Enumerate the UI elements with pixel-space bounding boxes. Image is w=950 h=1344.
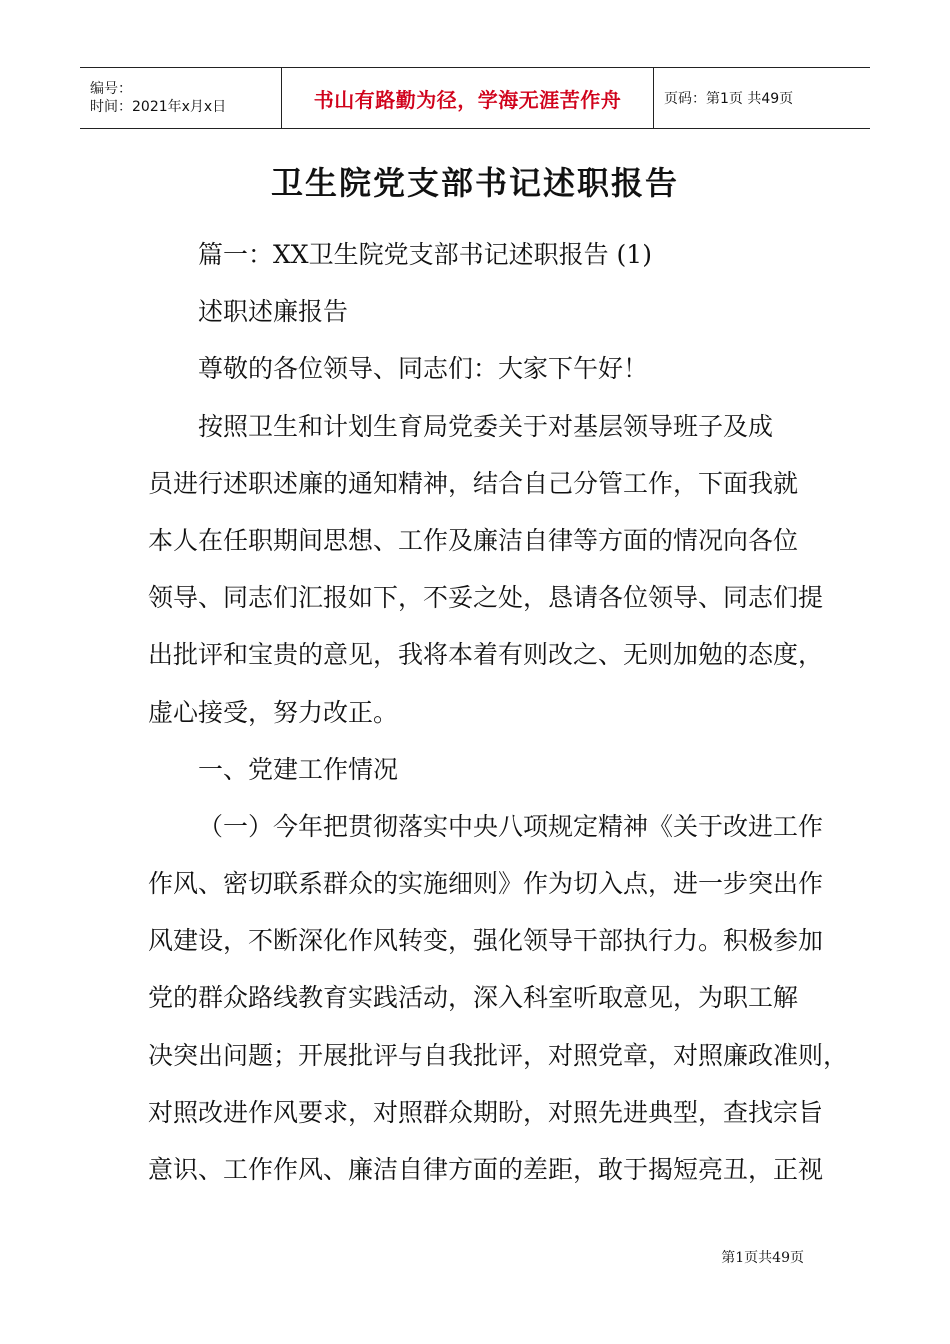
body-line: 篇一：XX卫生院党支部书记述职报告 (1) [198, 240, 652, 269]
body-line: 按照卫生和计划生育局党委关于对基层领导班子及成 [198, 411, 774, 441]
body-line: 对照改进作风要求，对照群众期盼，对照先进典型，查找宗旨 [148, 1097, 824, 1127]
body-line: 一、党建工作情况 [198, 754, 399, 784]
body-line: 党的群众路线教育实践活动，深入科室听取意见，为职工解 [148, 983, 799, 1013]
body-line: 本人在任职期间思想、工作及廉洁自律等方面的情况向各位 [148, 525, 799, 555]
body-line: 领导、同志们汇报如下，不妥之处，恳请各位领导、同志们提 [148, 583, 824, 613]
body-line: 风建设，不断深化作风转变，强化领导干部执行力。积极参加 [148, 926, 824, 956]
header-page-info: 页码：第1页 共49页 [664, 91, 794, 107]
body-line: 员进行述职述廉的通知精神，结合自己分管工作，下面我就 [148, 468, 799, 498]
header-motto: 书山有路勤为径，学海无涯苦作舟 [313, 87, 622, 112]
body-line: 虚心接受，努力改正。 [148, 697, 399, 727]
body-line: （一）今年把贯彻落实中央八项规定精神《关于改进工作 [198, 811, 824, 841]
body-line: 意识、工作作风、廉洁自律方面的差距，敢于揭短亮丑，正视 [148, 1155, 824, 1184]
body-line: 述职述廉报告 [198, 297, 349, 327]
document-title: 卫生院党支部书记述职报告 [270, 164, 679, 202]
body-line: 决突出问题；开展批评与自我批评，对照党章，对照廉政准则， [148, 1040, 849, 1070]
body-line: 出批评和宝贵的意见，我将本着有则改之、无则加勉的态度， [148, 640, 824, 670]
header-motto-cell [281, 68, 654, 128]
body-line: 作风、密切联系群众的实施细则》作为切入点，进一步突出作 [148, 869, 824, 899]
document-body [148, 226, 849, 1198]
header-meta [80, 68, 281, 128]
serial-label: 编号： [90, 81, 132, 97]
page-footer: 第1页共49页 [721, 1250, 804, 1266]
date-label: 时间：2021年x月x日 [90, 99, 227, 115]
document-header [80, 67, 870, 129]
header-page-cell [654, 68, 870, 128]
body-line: 尊敬的各位领导、同志们：大家下午好！ [198, 354, 649, 384]
